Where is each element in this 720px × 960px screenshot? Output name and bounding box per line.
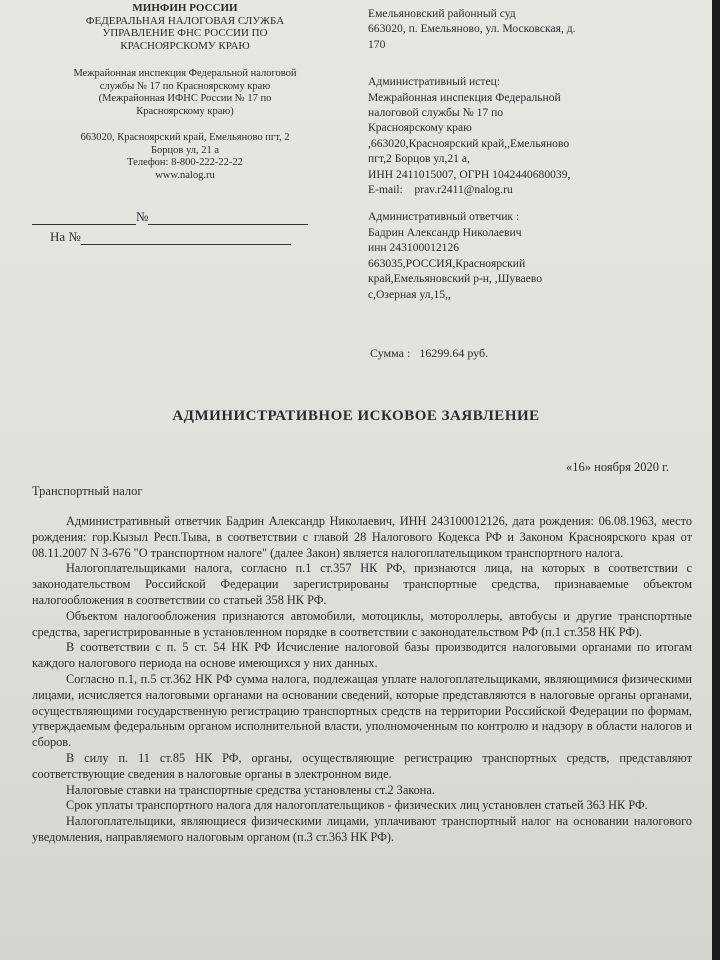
sender-service-line: КРАСНОЯРСКОМУ КРАЮ bbox=[120, 39, 250, 52]
sender-inspection-line: службы № 17 по Красноярскому краю bbox=[99, 80, 271, 92]
plaintiff-line: налоговой службы № 17 по bbox=[368, 106, 504, 120]
court-line: 663020, п. Емельяново, ул. Московская, д. bbox=[368, 22, 576, 36]
sender-address-line: 663020, Красноярский край, Емельяново пгт, 2 bbox=[80, 132, 290, 143]
court-line: 170 bbox=[368, 37, 386, 51]
plaintiff-line: Красноярскому краю bbox=[368, 121, 472, 135]
addressee-block bbox=[368, 6, 576, 302]
body-paragraph: Налогоплательщиками налога, согласно п.1 ст.357 НК РФ, признаются лица, на которых в соответствии с законодательством Российской Федерации зарегистрированы транспортные средства, признаваемые объектом налогообложения в соответствии со статьей 358 НК РФ. bbox=[32, 561, 692, 607]
defendant-line: Административный ответчик : bbox=[368, 210, 520, 224]
body-paragraph: Срок уплаты транспортного налога для налогоплательщиков - физических лиц установлен статьей 363 НК РФ. bbox=[66, 798, 648, 813]
plaintiff-email bbox=[368, 182, 576, 197]
plaintiff-line: Межрайонная инспекция Федеральной bbox=[368, 90, 561, 104]
body-paragraph: Налогоплательщики, являющиеся физическими лицами, уплачивают транспортный налог на основании налогового уведомления, направляемого налоговым органом (п.3 ст.363 НК РФ). bbox=[32, 814, 692, 844]
subject-line: Транспортный налог bbox=[32, 484, 143, 498]
sender-phone: Телефон: 8-800-222-22-22 bbox=[127, 157, 243, 168]
sender-ministry: МИНФИН РОССИИ bbox=[132, 2, 238, 14]
plaintiff-line: ИНН 2411015007, ОГРН 1042440680039, bbox=[368, 167, 571, 181]
body-paragraph: Согласно п.1, п.5 ст.362 НК РФ сумма налога, подлежащая уплате налогоплательщиками, являющимися физическими лицами, исчисляется налоговыми органами на основании сведений, которые представляются в налоговые органы органами, осуществляющими государственную регистрацию транспортных средств на территории Российской Федерации по формам, утверждаемым федеральным органом исполнительной власти, уполномоченным по контролю и надзору в области налогов и сборов. bbox=[32, 671, 692, 750]
plaintiff-line: пгт,2 Борцов ул,21 а, bbox=[368, 152, 470, 166]
reference-number-line bbox=[50, 228, 291, 245]
defendant-line: край,Емельяновский р-н, ,Шуваево bbox=[368, 272, 542, 286]
outgoing-number-line bbox=[32, 208, 308, 225]
court-line: Емельяновский районный суд bbox=[368, 7, 516, 20]
sender-block bbox=[20, 2, 350, 182]
sender-service-line: ФЕДЕРАЛЬНАЯ НАЛОГОВАЯ СЛУЖБА bbox=[85, 14, 285, 27]
defendant-line: Бадрин Александр Николаевич bbox=[368, 225, 522, 239]
document-date: «16» ноября 2020 г. bbox=[566, 460, 670, 474]
plaintiff-line: Административный истец: bbox=[368, 75, 501, 89]
body-paragraph: Объектом налогообложения признаются автомобили, мотоциклы, мотороллеры, автобусы и другие транспортные средства, зарегистрированные в установленном порядке в соответствии с законодательством РФ (п.1 ст.358 НК РФ). bbox=[32, 608, 692, 639]
number-label: № bbox=[136, 209, 149, 224]
claim-body bbox=[32, 514, 692, 846]
defendant-line: инн 243100012126 bbox=[368, 241, 460, 255]
body-paragraph: В соответствии с п. 5 ст. 54 НК РФ Исчисление налоговой базы производится налоговыми органами по итогам каждого налогового периода на основе имеющихся у них данных. bbox=[32, 640, 692, 671]
to-label: На № bbox=[50, 229, 81, 244]
email-label: E-mail: bbox=[368, 183, 403, 197]
sender-site: www.nalog.ru bbox=[155, 169, 215, 181]
plaintiff-line: ,663020,Красноярский край,,Емельяново bbox=[368, 136, 570, 150]
body-paragraph: Административный ответчик Бадрин Александр Николаевич, ИНН 243100012126, дата рождения: 06.08.1963, место рождения: гор.Кызыл Респ.Тыва, в соответствии с главой 28 Налогового Кодекса РФ и Законом Красноярского края от 08.11.2007 N 3-676 "О транспортном налоге" (далее Закон) является налогоплательщиком транспортного налога. bbox=[32, 514, 692, 560]
document-title: АДМИНИСТРАТИВНОЕ ИСКОВОЕ ЗАЯВЛЕНИЕ bbox=[172, 408, 540, 424]
sum-value: 16299.64 руб. bbox=[419, 346, 489, 360]
defendant-line: 663035,РОССИЯ,Красноярский bbox=[368, 256, 526, 270]
body-paragraph: Налоговые ставки на транспортные средства установлены ст.2 Закона. bbox=[66, 782, 435, 797]
sender-inspection-line: Межрайонная инспекция Федеральной налоговой bbox=[73, 68, 297, 79]
sum-label: Сумма : bbox=[370, 346, 411, 360]
sender-service-line: УПРАВЛЕНИЕ ФНС РОССИИ ПО bbox=[102, 27, 268, 39]
background-edge bbox=[712, 0, 720, 960]
body-paragraph: В силу п. 11 ст.85 НК РФ, органы, осуществляющие регистрацию транспортных средств, представляют соответствующие сведения в налоговые органы в электронном виде. bbox=[32, 750, 692, 781]
claim-sum bbox=[370, 346, 488, 361]
sender-inspection-line: Красноярскому краю) bbox=[136, 105, 234, 117]
defendant-line: с,Озерная ул,15,, bbox=[368, 287, 451, 301]
sender-address-line: Борцов ул, 21 а bbox=[150, 144, 220, 156]
email-value: prav.r2411@nalog.ru bbox=[414, 183, 513, 197]
sender-inspection-line: (Межрайонная ИФНС России № 17 по bbox=[98, 93, 272, 104]
